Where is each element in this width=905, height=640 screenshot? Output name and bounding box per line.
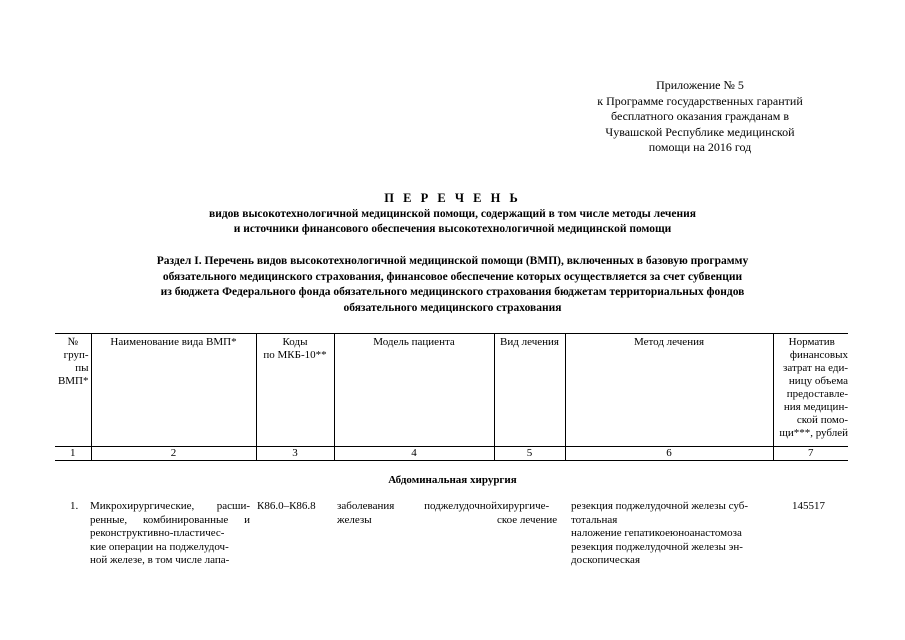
header-treatment-method: Метод лечения [565, 334, 773, 447]
row-treatment-method [571, 500, 748, 568]
row-vmp-name [90, 500, 250, 568]
row-treatment-type [497, 500, 557, 527]
appendix-line: Чувашской Республике медицинской [605, 124, 795, 139]
header-text: финансовых [789, 349, 848, 361]
header-text: ния медицин- [783, 401, 848, 413]
appendix-line: Приложение № 5 [656, 78, 744, 92]
section-heading-line: из бюджета Федерального фонда обязательного медицинского страхования бюджетам территориальных фондов [160, 286, 745, 298]
subtitle-line: видов высокотехнологичной медицинской помощи, содержащий в том числе методы лечения [209, 208, 696, 220]
document-title: П Е Р Е Ч Е Н Ь [384, 191, 521, 205]
group-title: Абдоминальная хирургия [388, 474, 517, 486]
header-text: ницу объема [788, 375, 848, 387]
appendix-line: к Программе государственных гарантий [597, 93, 803, 108]
row-text: Микрохирургические, расши- [90, 500, 250, 512]
column-number: 1 [55, 447, 91, 461]
document-subtitle [0, 207, 905, 237]
row-number: 1. [70, 500, 79, 512]
header-icd-codes [256, 334, 334, 447]
column-numbers-row [55, 447, 848, 461]
appendix-line: бесплатного оказания гражданам в [611, 109, 789, 123]
header-text: щи***, рублей [779, 427, 848, 439]
row-text: резекция поджелудочной железы эн- [571, 540, 743, 553]
header-patient-model: Модель пациента [334, 334, 494, 447]
row-text: доскопическая [571, 554, 641, 566]
row-cost-norm: 145517 [792, 500, 825, 512]
column-number: 7 [773, 447, 848, 461]
header-text: затрат на еди- [783, 362, 848, 374]
row-text: железы [337, 513, 372, 526]
row-patient-model [337, 500, 497, 527]
appendix-line: помощи на 2016 год [648, 140, 752, 154]
column-number: 6 [565, 447, 773, 461]
table-header-row [55, 334, 848, 447]
row-text: тотальная [571, 513, 618, 526]
header-text: ВМП* [57, 375, 89, 387]
header-text: ской помо- [796, 414, 848, 426]
row-text: реконструктивно-пластичес- [90, 527, 225, 539]
header-text: № [67, 336, 78, 348]
header-text: по МКБ-10** [263, 349, 327, 361]
appendix-block [560, 78, 840, 156]
row-icd-codes: К86.0–К86.8 [257, 500, 316, 512]
header-text: Коды [282, 336, 308, 348]
row-text: наложение гепатикоеюноанастомоза [571, 527, 742, 539]
row-text: ренные, комбинированные и [90, 513, 250, 526]
column-number: 5 [494, 447, 565, 461]
header-text: груп- [63, 349, 89, 361]
row-text: кие операции на поджелудоч- [90, 540, 229, 553]
row-text: ское лечение [497, 513, 558, 526]
row-text: заболевания поджелудочной [337, 500, 497, 512]
section-heading-line: обязательного медицинского страхования, финансовое обеспечение которых осуществляется за счет субвенции [162, 270, 743, 283]
row-text: хирургиче- [497, 500, 550, 512]
header-vmp-name: Наименование вида ВМП* [91, 334, 256, 447]
header-text: предоставле- [786, 388, 848, 400]
column-number: 4 [334, 447, 494, 461]
header-treatment-type: Вид лечения [494, 334, 565, 447]
row-text: ной железе, в том числе лапа- [90, 554, 230, 566]
section-heading [0, 254, 905, 316]
section-heading-line: обязательного медицинского страхования [343, 301, 562, 314]
column-number: 2 [91, 447, 256, 461]
header-cost-norm [773, 334, 848, 447]
vmp-table [55, 333, 848, 461]
header-group-number [55, 334, 91, 447]
header-text: пы [75, 362, 89, 374]
header-text: Норматив [788, 336, 835, 348]
section-heading-line: Раздел I. Перечень видов высокотехнологичной медицинской помощи (ВМП), включенных в базовую программу [156, 255, 749, 267]
subtitle-line: и источники финансового обеспечения высокотехнологичной медицинской помощи [233, 223, 672, 235]
column-number: 3 [256, 447, 334, 461]
row-text: резекция поджелудочной железы суб- [571, 500, 749, 512]
